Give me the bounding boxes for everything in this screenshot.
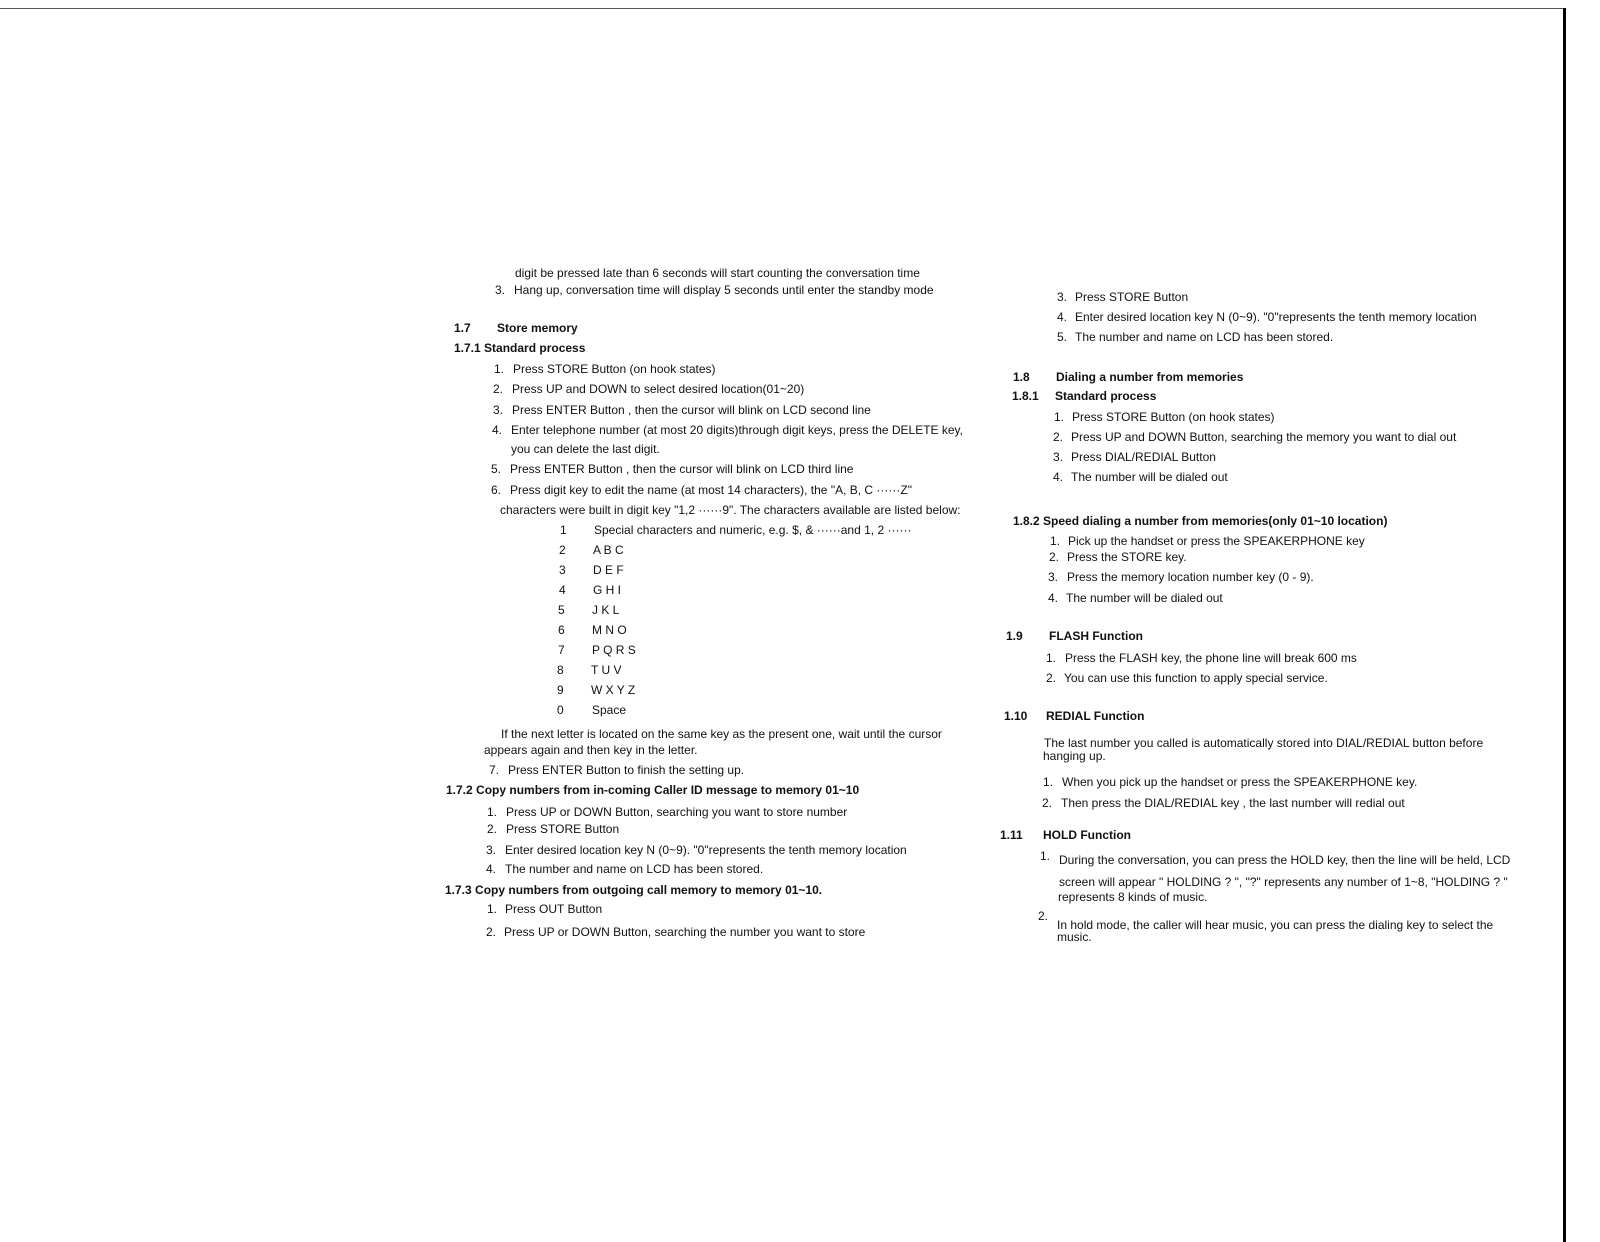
list-item-number: 4. bbox=[1048, 591, 1059, 605]
list-item-text: Press the memory location number key (0 - 9). bbox=[1067, 570, 1314, 584]
list-item-number: 3. bbox=[493, 403, 504, 417]
list-item-text: you can delete the last digit. bbox=[511, 442, 660, 456]
subsection-title-1-7-3: 1.7.3 Copy numbers from outgoing call memory to memory 01~10. bbox=[445, 883, 823, 897]
list-item-text: Enter telephone number (at most 20 digits)through digit keys, press the DELETE key, bbox=[511, 423, 964, 437]
key-characters: T U V bbox=[591, 663, 622, 677]
list-item-number: 1. bbox=[1043, 775, 1054, 789]
redial-description: hanging up. bbox=[1043, 749, 1106, 763]
key-characters: A B C bbox=[593, 543, 624, 557]
list-item-text: When you pick up the handset or press the SPEAKERPHONE key. bbox=[1062, 775, 1418, 789]
list-item-text: Then press the DIAL/REDIAL key , the last number will redial out bbox=[1061, 796, 1405, 810]
key-digit: 1 bbox=[560, 523, 567, 537]
list-item-number: 4. bbox=[492, 423, 503, 437]
list-item-number: 6. bbox=[491, 483, 502, 497]
list-item-text: The number and name on LCD has been stored. bbox=[1075, 330, 1334, 344]
list-item-number: 3. bbox=[1053, 450, 1064, 464]
subsection-title-1-7-1: 1.7.1 Standard process bbox=[454, 341, 586, 355]
section-title-hold-function: HOLD Function bbox=[1043, 828, 1131, 842]
list-item-text: You can use this function to apply special service. bbox=[1064, 671, 1328, 685]
next-letter-note: If the next letter is located on the same key as the present one, wait until the cursor bbox=[501, 727, 942, 741]
list-item-number: 3. bbox=[1057, 290, 1068, 304]
list-item-text: Press DIAL/REDIAL Button bbox=[1071, 450, 1216, 464]
list-item-number: 2. bbox=[493, 382, 504, 396]
list-item-text: screen will appear " HOLDING ? ", "?" represents any number of 1~8, "HOLDING ? " bbox=[1059, 875, 1508, 889]
list-item-text: Press ENTER Button , then the cursor will blink on LCD third line bbox=[510, 462, 854, 476]
list-item-number: 7. bbox=[489, 763, 500, 777]
list-item-number: 1. bbox=[1046, 651, 1057, 665]
list-item-number: 4. bbox=[486, 862, 497, 876]
list-item-number: 3. bbox=[1048, 570, 1059, 584]
key-digit: 3 bbox=[559, 563, 566, 577]
list-item-text: Press the FLASH key, the phone line will break 600 ms bbox=[1065, 651, 1357, 665]
key-characters: P Q R S bbox=[592, 643, 636, 657]
key-digit: 9 bbox=[557, 683, 564, 697]
list-item-text: Press ENTER Button , then the cursor will blink on LCD second line bbox=[512, 403, 871, 417]
subsection-title-1-8-2: 1.8.2 Speed dialing a number from memories(only 01~10 location) bbox=[1013, 514, 1388, 528]
section-title-store-memory: Store memory bbox=[497, 321, 578, 335]
list-item-number: 1. bbox=[487, 805, 498, 819]
list-item-number: 1. bbox=[487, 902, 498, 916]
list-item-text: Pick up the handset or press the SPEAKERPHONE key bbox=[1068, 534, 1365, 548]
list-item-text: Press STORE Button (on hook states) bbox=[513, 362, 716, 376]
key-digit: 2 bbox=[559, 543, 566, 557]
list-item-number: 1. bbox=[1054, 410, 1065, 424]
key-digit: 0 bbox=[557, 703, 564, 717]
key-characters: W X Y Z bbox=[591, 683, 636, 697]
list-item-text: Press digit key to edit the name (at most 14 characters), the "A, B, C ······Z" bbox=[510, 483, 912, 497]
list-item-number: 4. bbox=[1057, 310, 1068, 324]
intro-continuation: digit be pressed late than 6 seconds will start counting the conversation time bbox=[515, 266, 920, 280]
list-item-number: 1. bbox=[494, 362, 505, 376]
list-item-text: During the conversation, you can press the HOLD key, then the line will be held, LCD bbox=[1059, 853, 1511, 867]
section-number-1-7: 1.7 bbox=[454, 321, 471, 335]
list-item-text: Press UP and DOWN to select desired location(01~20) bbox=[512, 382, 805, 396]
key-characters: J K L bbox=[592, 603, 620, 617]
list-item-text: Enter desired location key N (0~9). "0"represents the tenth memory location bbox=[1075, 310, 1477, 324]
list-item-number: 2. bbox=[1042, 796, 1053, 810]
list-item-text: The number will be dialed out bbox=[1071, 470, 1228, 484]
section-title-redial-function: REDIAL Function bbox=[1046, 709, 1145, 723]
list-item-text: music. bbox=[1057, 930, 1092, 944]
list-item-number: 1. bbox=[1040, 849, 1051, 863]
list-item-text: Press OUT Button bbox=[505, 902, 603, 916]
list-item-number: 3. bbox=[486, 843, 497, 857]
list-item-text: Press STORE Button (on hook states) bbox=[1072, 410, 1275, 424]
section-title-dialing-from-memories: Dialing a number from memories bbox=[1056, 370, 1244, 384]
key-digit: 7 bbox=[558, 643, 565, 657]
list-item-text: represents 8 kinds of music. bbox=[1058, 890, 1208, 904]
list-item-number: 2. bbox=[1038, 909, 1049, 923]
key-characters: Special characters and numeric, e.g. $, & ······and 1, 2 ······ bbox=[594, 523, 912, 537]
list-item-text: Press ENTER Button to finish the setting up. bbox=[508, 763, 745, 777]
list-item-text: Press UP and DOWN Button, searching the memory you want to dial out bbox=[1071, 430, 1457, 444]
key-characters: G H I bbox=[593, 583, 622, 597]
section-number-1-11: 1.11 bbox=[1000, 828, 1023, 842]
list-item-text: In hold mode, the caller will hear music, you can press the dialing key to select the bbox=[1057, 918, 1494, 932]
list-item-text: characters were built in digit key "1,2 ······9". The characters available are listed below: bbox=[500, 503, 961, 517]
list-item-text: Press the STORE key. bbox=[1067, 550, 1187, 564]
key-digit: 8 bbox=[557, 663, 564, 677]
key-characters: M N O bbox=[592, 623, 627, 637]
key-digit: 5 bbox=[558, 603, 565, 617]
list-item-number: 1. bbox=[1050, 534, 1061, 548]
list-item-number: 2. bbox=[1046, 671, 1057, 685]
subsection-title-standard-process: Standard process bbox=[1055, 389, 1157, 403]
key-digit: 6 bbox=[558, 623, 565, 637]
list-item-number: 2. bbox=[487, 822, 498, 836]
list-item-text: Press UP or DOWN Button, searching you want to store number bbox=[506, 805, 848, 819]
next-letter-note: appears again and then key in the letter. bbox=[484, 743, 698, 757]
section-number-1-10: 1.10 bbox=[1004, 709, 1028, 723]
section-title-flash-function: FLASH Function bbox=[1049, 629, 1143, 643]
page-top-border bbox=[0, 8, 1565, 9]
list-item-text: Press STORE Button bbox=[1075, 290, 1189, 304]
subsection-title-1-7-2: 1.7.2 Copy numbers from in-coming Caller ID message to memory 01~10 bbox=[446, 783, 860, 797]
list-item-number: 2. bbox=[1053, 430, 1064, 444]
list-item-number: 5. bbox=[491, 462, 502, 476]
subsection-number-1-8-1: 1.8.1 bbox=[1012, 389, 1039, 403]
key-characters: D E F bbox=[593, 563, 624, 577]
list-item-number: 2. bbox=[486, 925, 497, 939]
section-number-1-8: 1.8 bbox=[1013, 370, 1030, 384]
intro-step-text: Hang up, conversation time will display 5 seconds until enter the standby mode bbox=[514, 283, 934, 297]
key-digit: 4 bbox=[559, 583, 566, 597]
page-right-edge bbox=[1563, 8, 1566, 1242]
section-number-1-9: 1.9 bbox=[1006, 629, 1023, 643]
key-characters: Space bbox=[592, 703, 627, 717]
list-item-text: Press STORE Button bbox=[506, 822, 620, 836]
list-item-text: The number and name on LCD has been stored. bbox=[505, 862, 764, 876]
list-item-number: 2. bbox=[1049, 550, 1060, 564]
list-item-text: The number will be dialed out bbox=[1066, 591, 1223, 605]
intro-step-number: 3. bbox=[495, 283, 506, 297]
list-item-number: 4. bbox=[1053, 470, 1064, 484]
list-item-text: Enter desired location key N (0~9). "0"represents the tenth memory location bbox=[505, 843, 907, 857]
redial-description: The last number you called is automatically stored into DIAL/REDIAL button before bbox=[1044, 736, 1484, 750]
list-item-text: Press UP or DOWN Button, searching the number you want to store bbox=[504, 925, 866, 939]
list-item-number: 5. bbox=[1057, 330, 1068, 344]
